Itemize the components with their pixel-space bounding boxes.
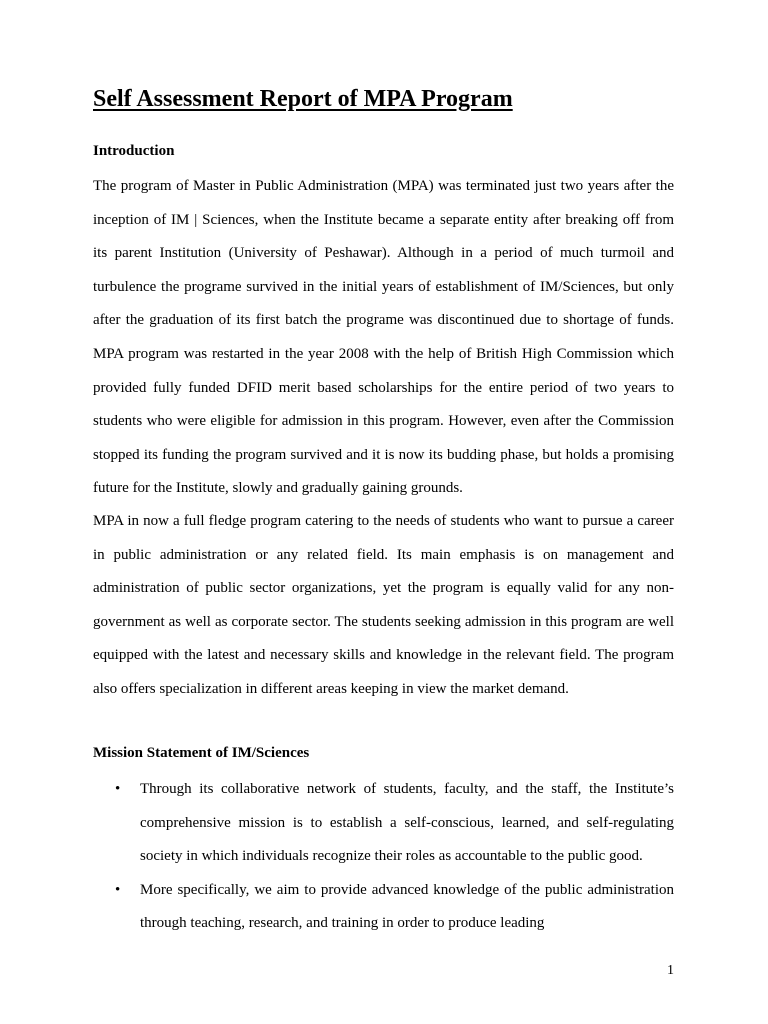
introduction-paragraph-1: The program of Master in Public Administration (MPA) was terminated just two years after the inception of IM | Sciences, when the Institute became a separate entity after breaking off from its parent Institution (University of Peshawar). Although in a period of much turmoil and turbulence the programe survived in the initial years of establishment of IM/Sciences, but only after the graduation of its first batch the programe was discontinued due to shortage of funds. MPA program was restarted in the year 2008 with the help of British High Commission which provided fully funded DFID merit based scholarships for the entire period of two years to students who were eligible for admission in this program. However, even after the Commission stopped its funding the program survived and it is now its budding phase, but holds a promising future for the Institute, slowly and gradually gaining grounds. <box>93 178 674 497</box>
mission-bullet-list <box>93 773 674 941</box>
bullet-icon: • <box>115 781 121 797</box>
page-number: 1 <box>667 963 674 978</box>
bullet-icon: • <box>115 881 121 898</box>
document-title: Self Assessment Report of MPA Program <box>93 86 513 112</box>
introduction-paragraph-2: MPA in now a full fledge program catering to the needs of students who want to pursue a career in public administration or any related field. Its main emphasis is on management and administration of public sector organizations, yet the program is equally valid for any non-government as well as corporate sector. The students seeking admission in this program are well equipped with the latest and necessary skills and knowledge in the relevant field. The program also offers specialization in different areas keeping in view the market demand. <box>93 513 674 697</box>
mission-heading: Mission Statement of IM/Sciences <box>93 745 310 761</box>
mission-bullet-text-1: Through its collaborative network of students, faculty, and the staff, the Institute’s comprehensive mission is to establish a self-conscious, learned, and self-regulating society in which individuals recognize their roles as accountable to the public good. <box>140 781 674 865</box>
mission-bullet-item-2 <box>93 874 674 941</box>
mission-bullet-text-2: More specifically, we aim to provide advanced knowledge of the public administration through teaching, research, and training in order to produce leading <box>140 881 674 932</box>
introduction-heading: Introduction <box>93 143 175 159</box>
mission-bullet-item-1 <box>93 773 674 874</box>
